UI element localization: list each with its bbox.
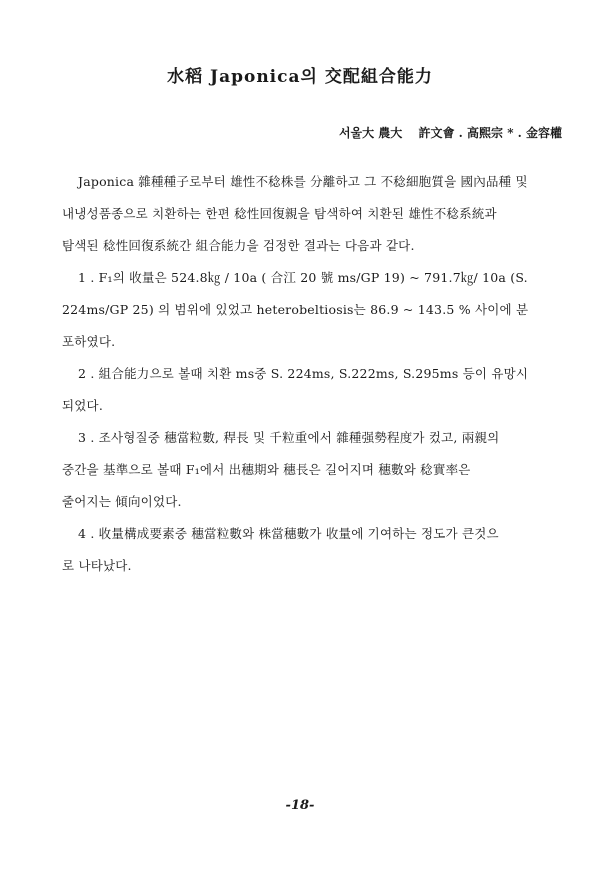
abstract-line: 내냉성품종으로 치환하는 한편 稔性回復親을 탐색하여 치환된 雄性不稔系統과 [62, 206, 497, 221]
result-item-3-line: 중간을 基準으로 볼때 F₁에서 出穗期와 穗長은 길어지며 穗數와 稔實率은 [62, 462, 471, 477]
author-affiliation: 서울大 農大 許文會 . 高熙宗 * . 金容權 [338, 126, 562, 140]
abstract-line: Japonica 雜種種子로부터 雄性不稔株를 分離하고 그 不稔細胞質을 國內品種 및 [78, 174, 528, 189]
page-number: -18- [285, 798, 315, 813]
result-item-2-line: 2 . 組合能力으로 볼때 치환 ms중 S. 224ms, S.222ms, S.295ms 등이 유망시 [78, 366, 529, 381]
result-item-1-line: 1 . F₁의 收量은 524.8㎏ / 10a ( 合江 20 號 ms/GP 19) ~ 791.7㎏/ 10a (S. [78, 270, 528, 285]
result-item-4-line: 로 나타났다. [62, 558, 132, 573]
result-item-1-line: 포하였다. [62, 334, 116, 349]
paper-title: 水稻 Japonica의 交配組合能力 [167, 67, 433, 87]
result-item-4-line: 4 . 收量構成要素중 穗當粒數와 株當穗數가 收量에 기여하는 정도가 큰것으 [78, 526, 499, 541]
result-item-2-line: 되었다. [62, 398, 103, 413]
result-item-3-line: 3 . 조사형질중 穗當粒數, 稈長 및 千粒重에서 雜種强勢程度가 컸고, 兩親의 [78, 430, 500, 445]
abstract-line: 탐색된 稔性回復系統간 組合能力을 검정한 결과는 다음과 같다. [62, 238, 415, 253]
result-item-1-line: 224ms/GP 25) 의 범위에 있었고 heterobeltiosis는 86.9 ~ 143.5 % 사이에 분 [62, 302, 529, 317]
result-item-3-line: 줄어지는 傾向이었다. [62, 494, 182, 509]
